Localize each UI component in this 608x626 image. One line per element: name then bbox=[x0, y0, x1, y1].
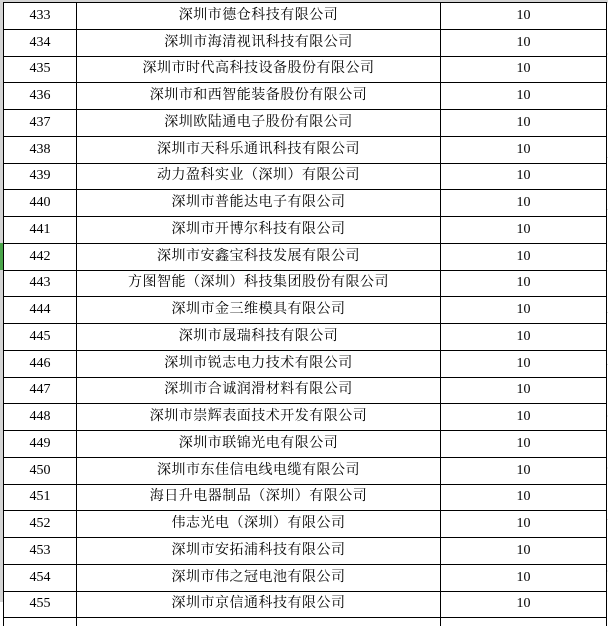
score-cell[interactable]: 10 bbox=[441, 217, 607, 244]
score-cell[interactable]: 10 bbox=[441, 484, 607, 511]
company-name-cell[interactable]: 深圳市德仓科技有限公司 bbox=[77, 3, 441, 30]
score-cell[interactable]: 10 bbox=[441, 83, 607, 110]
row-number-cell[interactable]: 435 bbox=[4, 56, 77, 83]
score-cell[interactable]: 10 bbox=[441, 324, 607, 351]
table-row bbox=[4, 404, 607, 431]
company-name-cell[interactable] bbox=[77, 618, 441, 626]
row-number-cell[interactable]: 451 bbox=[4, 484, 77, 511]
company-name-cell[interactable]: 海日升电器制品（深圳）有限公司 bbox=[77, 484, 441, 511]
row-number-cell[interactable]: 443 bbox=[4, 270, 77, 297]
company-name-cell[interactable]: 伟志光电（深圳）有限公司 bbox=[77, 511, 441, 538]
company-name-cell[interactable]: 深圳市京信通科技有限公司 bbox=[77, 591, 441, 618]
company-name-cell[interactable]: 深圳市天科乐通讯科技有限公司 bbox=[77, 136, 441, 163]
row-number-cell[interactable]: 437 bbox=[4, 110, 77, 137]
table-row bbox=[4, 538, 607, 565]
table-row bbox=[4, 324, 607, 351]
row-number-cell[interactable]: 445 bbox=[4, 324, 77, 351]
row-number-cell[interactable]: 449 bbox=[4, 431, 77, 458]
row-number-cell[interactable]: 434 bbox=[4, 29, 77, 56]
partial-next-row bbox=[4, 618, 607, 626]
table-row bbox=[4, 431, 607, 458]
score-cell[interactable]: 10 bbox=[441, 350, 607, 377]
score-cell[interactable]: 10 bbox=[441, 190, 607, 217]
score-cell[interactable]: 10 bbox=[441, 297, 607, 324]
table-row bbox=[4, 83, 607, 110]
score-cell[interactable]: 10 bbox=[441, 538, 607, 565]
table-body bbox=[4, 3, 607, 626]
company-name-cell[interactable]: 深圳市和西智能装备股份有限公司 bbox=[77, 83, 441, 110]
score-cell[interactable]: 10 bbox=[441, 457, 607, 484]
score-cell[interactable]: 10 bbox=[441, 110, 607, 137]
table-row bbox=[4, 29, 607, 56]
row-number-cell[interactable]: 440 bbox=[4, 190, 77, 217]
table-row bbox=[4, 564, 607, 591]
score-cell[interactable]: 10 bbox=[441, 511, 607, 538]
company-name-cell[interactable]: 深圳市时代高科技设备股份有限公司 bbox=[77, 56, 441, 83]
table-row bbox=[4, 377, 607, 404]
score-cell[interactable]: 10 bbox=[441, 56, 607, 83]
row-number-cell[interactable]: 447 bbox=[4, 377, 77, 404]
row-number-cell[interactable] bbox=[4, 618, 77, 626]
score-cell[interactable]: 10 bbox=[441, 3, 607, 30]
score-cell[interactable]: 10 bbox=[441, 163, 607, 190]
row-number-cell[interactable]: 436 bbox=[4, 83, 77, 110]
score-cell[interactable]: 10 bbox=[441, 136, 607, 163]
row-number-cell[interactable]: 444 bbox=[4, 297, 77, 324]
row-number-cell[interactable]: 450 bbox=[4, 457, 77, 484]
row-number-cell[interactable]: 441 bbox=[4, 217, 77, 244]
company-name-cell[interactable]: 动力盈科实业（深圳）有限公司 bbox=[77, 163, 441, 190]
company-name-cell[interactable]: 深圳市联锦光电有限公司 bbox=[77, 431, 441, 458]
row-number-cell[interactable]: 442 bbox=[4, 243, 77, 270]
score-cell[interactable]: 10 bbox=[441, 377, 607, 404]
company-score-table bbox=[3, 2, 607, 626]
row-number-cell[interactable]: 438 bbox=[4, 136, 77, 163]
score-cell[interactable]: 10 bbox=[441, 243, 607, 270]
score-cell[interactable]: 10 bbox=[441, 270, 607, 297]
company-name-cell[interactable]: 深圳市晟瑞科技有限公司 bbox=[77, 324, 441, 351]
score-cell[interactable]: 10 bbox=[441, 29, 607, 56]
row-number-cell[interactable]: 446 bbox=[4, 350, 77, 377]
table-row bbox=[4, 243, 607, 270]
table-row bbox=[4, 217, 607, 244]
table-row bbox=[4, 110, 607, 137]
score-cell[interactable]: 10 bbox=[441, 564, 607, 591]
row-number-cell[interactable]: 452 bbox=[4, 511, 77, 538]
row-number-cell[interactable]: 453 bbox=[4, 538, 77, 565]
company-name-cell[interactable]: 深圳市普能达电子有限公司 bbox=[77, 190, 441, 217]
row-number-cell[interactable]: 448 bbox=[4, 404, 77, 431]
score-cell[interactable]: 10 bbox=[441, 591, 607, 618]
company-name-cell[interactable]: 深圳市东佳信电线电缆有限公司 bbox=[77, 457, 441, 484]
table-row bbox=[4, 136, 607, 163]
table-row bbox=[4, 190, 607, 217]
selected-row-indicator bbox=[0, 243, 3, 270]
row-number-cell[interactable]: 433 bbox=[4, 3, 77, 30]
row-number-cell[interactable]: 455 bbox=[4, 591, 77, 618]
company-name-cell[interactable]: 深圳市崇辉表面技术开发有限公司 bbox=[77, 404, 441, 431]
table-row bbox=[4, 163, 607, 190]
table-row bbox=[4, 270, 607, 297]
table-row bbox=[4, 3, 607, 30]
company-name-cell[interactable]: 深圳市海清视讯科技有限公司 bbox=[77, 29, 441, 56]
table-row bbox=[4, 350, 607, 377]
table-row bbox=[4, 297, 607, 324]
company-name-cell[interactable]: 深圳市合诚润滑材料有限公司 bbox=[77, 377, 441, 404]
table-row bbox=[4, 56, 607, 83]
score-cell[interactable]: 10 bbox=[441, 431, 607, 458]
company-name-cell[interactable]: 深圳市金三维模具有限公司 bbox=[77, 297, 441, 324]
score-cell[interactable] bbox=[441, 618, 607, 626]
table-row bbox=[4, 484, 607, 511]
company-name-cell[interactable]: 方图智能（深圳）科技集团股份有限公司 bbox=[77, 270, 441, 297]
table-row bbox=[4, 457, 607, 484]
company-name-cell[interactable]: 深圳市开博尔科技有限公司 bbox=[77, 217, 441, 244]
company-name-cell[interactable]: 深圳欧陆通电子股份有限公司 bbox=[77, 110, 441, 137]
row-number-cell[interactable]: 454 bbox=[4, 564, 77, 591]
table-row bbox=[4, 591, 607, 618]
row-number-cell[interactable]: 439 bbox=[4, 163, 77, 190]
company-name-cell[interactable]: 深圳市伟之冠电池有限公司 bbox=[77, 564, 441, 591]
table-row bbox=[4, 511, 607, 538]
company-name-cell[interactable]: 深圳市锐志电力技术有限公司 bbox=[77, 350, 441, 377]
score-cell[interactable]: 10 bbox=[441, 404, 607, 431]
company-name-cell[interactable]: 深圳市安拓浦科技有限公司 bbox=[77, 538, 441, 565]
company-name-cell[interactable]: 深圳市安鑫宝科技发展有限公司 bbox=[77, 243, 441, 270]
